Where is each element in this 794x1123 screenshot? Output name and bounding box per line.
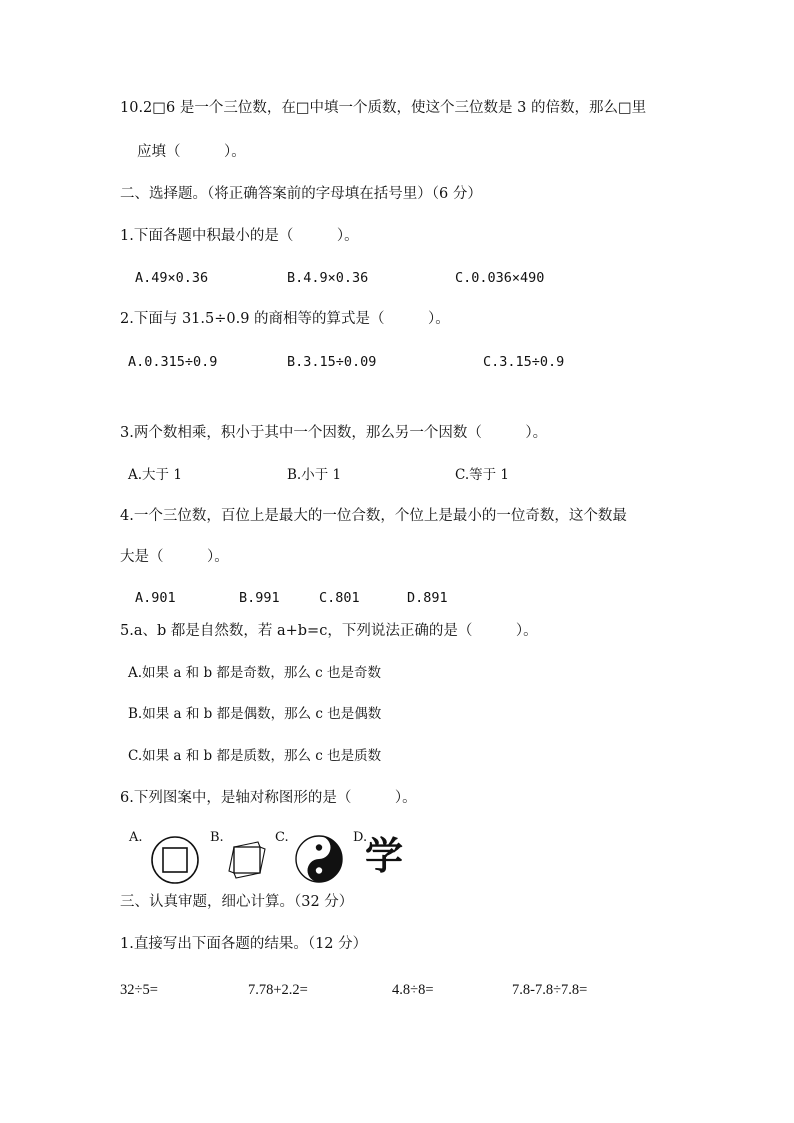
s2q4-option-d: D.891: [407, 590, 448, 606]
s2q5-option-b: B.如果 a 和 b 都是偶数，那么 c 也是偶数: [128, 706, 382, 722]
s2q4-line1: 4.一个三位数，百位上是最大的一位合数，个位上是最小的一位奇数，这个数最: [120, 508, 627, 524]
calc-item: 7.78+2.2=: [248, 982, 308, 998]
s2q1-stem: 1.下面各题中积最小的是（ ）。: [120, 228, 359, 244]
s2q4-option-b: B.991: [239, 590, 280, 606]
s2q6-label-d: D.: [353, 830, 368, 845]
section2-title: 二、选择题。（将正确答案前的字母填在括号里）（6 分）: [120, 186, 482, 202]
s2q6-figures: [127, 826, 417, 888]
s2q3-option-c: C.等于 1: [455, 467, 510, 483]
calc-item: 32÷5=: [120, 982, 158, 998]
s2q4-line2: 大是（ ）。: [120, 549, 229, 565]
s2q6-stem: 6.下列图案中，是轴对称图形的是（ ）。: [120, 790, 417, 806]
s2q1-option-c: C.0.036×490: [455, 270, 545, 286]
s2q3-stem: 3.两个数相乘，积小于其中一个因数，那么另一个因数（ ）。: [120, 425, 548, 441]
q10-line2: 应填（ ）。: [137, 144, 246, 160]
q10-line1: 10.2□6 是一个三位数，在□中填一个质数，使这个三位数是 3 的倍数，那么□里: [120, 100, 647, 116]
s2q2-option-b: B.3.15÷0.09: [287, 354, 377, 370]
s2q2-option-c: C.3.15÷0.9: [483, 354, 565, 370]
figure-a-circle-square-icon: [149, 834, 201, 886]
s2q2-stem: 2.下面与 31.5÷0.9 的商相等的算式是（ ）。: [120, 311, 450, 327]
s2q4-option-a: A.901: [135, 590, 176, 606]
s2q1-option-b: B.4.9×0.36: [287, 270, 369, 286]
s2q2-option-a: A.0.315÷0.9: [128, 354, 218, 370]
section3-title: 三、认真审题，细心计算。（32 分）: [120, 894, 354, 910]
figure-d-character: 学: [365, 834, 404, 878]
s2q5-option-c: C.如果 a 和 b 都是质数，那么 c 也是质数: [128, 748, 382, 764]
s2q3-option-b: B.小于 1: [287, 467, 342, 483]
s2q6-label-c: C.: [275, 830, 289, 845]
s2q5-stem: 5.a、b 都是自然数，若 a+b=c，下列说法正确的是（ ）。: [120, 623, 538, 639]
figure-b-rotated-squares-icon: [225, 838, 269, 882]
figure-c-yin-yang-icon: [294, 834, 344, 884]
s2q6-label-b: B.: [210, 830, 224, 845]
s2q4-option-c: C.801: [319, 590, 360, 606]
calc-item: 7.8-7.8÷7.8=: [512, 982, 588, 998]
calc-item: 4.8÷8=: [392, 982, 434, 998]
s2q1-option-a: A.49×0.36: [135, 270, 209, 286]
s3q1-stem: 1.直接写出下面各题的结果。（12 分）: [120, 936, 368, 952]
s2q6-label-a: A.: [129, 830, 143, 845]
s2q5-option-a: A.如果 a 和 b 都是奇数，那么 c 也是奇数: [128, 665, 382, 681]
s2q3-option-a: A.大于 1: [128, 467, 182, 483]
